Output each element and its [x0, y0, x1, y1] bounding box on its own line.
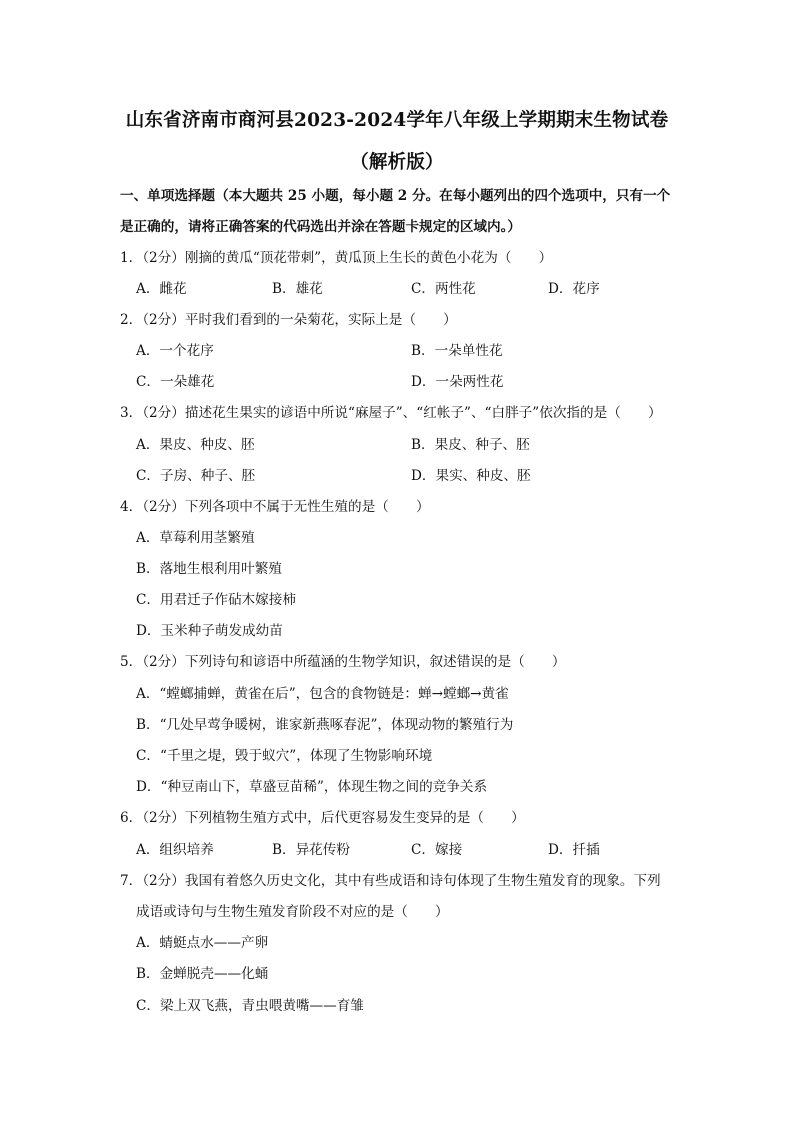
- question-5-option-c: C．“千里之堤，毁于蚁穴”，体现了生物影响环境: [136, 748, 433, 764]
- question-6-stem: 6．（2分）下列植物生殖方式中，后代更容易发生变异的是（ ）: [120, 810, 525, 826]
- question-1-stem: 1．（2分）刚摘的黄瓜“顶花带刺”，黄瓜顶上生长的黄色小花为（ ）: [120, 250, 553, 266]
- question-2-option-d: D．一朵两性花: [411, 374, 504, 390]
- question-3-stem: 3．（2分）描述花生果实的谚语中所说“麻屋子”、“红帐子”、“白胖子”依次指的是（ ）: [120, 405, 662, 421]
- question-5-option-d: D．“种豆南山下，草盛豆苗稀”，体现生物之间的竞争关系: [136, 779, 488, 795]
- question-3-option-a: A．果皮、种皮、胚: [136, 437, 255, 453]
- question-5-option-b: B．“几处早莺争暖树，谁家新燕啄春泥”，体现动物的繁殖行为: [136, 717, 514, 733]
- question-5-option-a: A．“螳螂捕蝉，黄雀在后”，包含的食物链是：蝉→螳螂→黄雀: [136, 686, 509, 702]
- section-heading-line-2: 是正确的，请将正确答案的代码选出并涂在答题卡规定的区域内。）: [120, 219, 522, 235]
- question-6-option-c: C．嫁接: [411, 842, 463, 858]
- question-4-option-b: B．落地生根利用叶繁殖: [136, 561, 282, 577]
- question-1-option-d: D．花序: [548, 281, 600, 297]
- question-1-option-b: B．雄花: [272, 281, 323, 297]
- question-3-option-c: C．子房、种子、胚: [136, 468, 256, 484]
- question-6-option-d: D．扦插: [548, 842, 600, 858]
- question-4-option-d: D．玉米种子萌发成幼苗: [136, 623, 283, 639]
- question-4-option-c: C．用君迁子作砧木嫁接柿: [136, 592, 296, 608]
- question-2-option-c: C．一朵雄花: [136, 374, 215, 390]
- question-2-option-b: B．一朵单性花: [411, 343, 503, 359]
- question-7-stem-line-1: 7．（2分）我国有着悠久历史文化，其中有些成语和诗句体现了生物生殖发育的现象。下列: [120, 873, 661, 889]
- question-4-stem: 4．（2分）下列各项中不属于无性生殖的是（ ）: [120, 499, 430, 515]
- question-7-stem-line-2: 成语或诗句与生物生殖发育阶段不对应的是（ ）: [136, 904, 449, 920]
- question-6-option-a: A．组织培养: [136, 842, 214, 858]
- question-3-option-b: B．果皮、种子、胚: [411, 437, 530, 453]
- section-heading-line-1: 一、单项选择题（本大题共 25 小题，每小题 2 分。在每小题列出的四个选项中，只有一个: [120, 188, 671, 204]
- exam-title: 山东省济南市商河县2023-2024学年八年级上学期期末生物试卷: [125, 110, 669, 131]
- question-6-option-b: B．异花传粉: [272, 842, 350, 858]
- exam-subtitle: （解析版）: [350, 152, 444, 173]
- question-7-option-b: B．金蝉脱壳——化蛹: [136, 966, 269, 982]
- question-1-option-a: A．雌花: [136, 281, 187, 297]
- question-2-stem: 2．（2分）平时我们看到的一朵菊花，实际上是（ ）: [120, 312, 457, 328]
- question-1-option-c: C．两性花: [411, 281, 476, 297]
- question-7-option-c: C．梁上双飞燕，青虫喂黄嘴——育雏: [136, 998, 364, 1014]
- question-7-option-a: A．蜻蜓点水——产卵: [136, 935, 269, 951]
- question-3-option-d: D．果实、种皮、胚: [411, 468, 531, 484]
- question-4-option-a: A．草莓利用茎繁殖: [136, 530, 255, 546]
- question-2-option-a: A．一个花序: [136, 343, 214, 359]
- question-5-stem: 5．（2分）下列诗句和谚语中所蕴涵的生物学知识，叙述错误的是（ ）: [120, 654, 566, 670]
